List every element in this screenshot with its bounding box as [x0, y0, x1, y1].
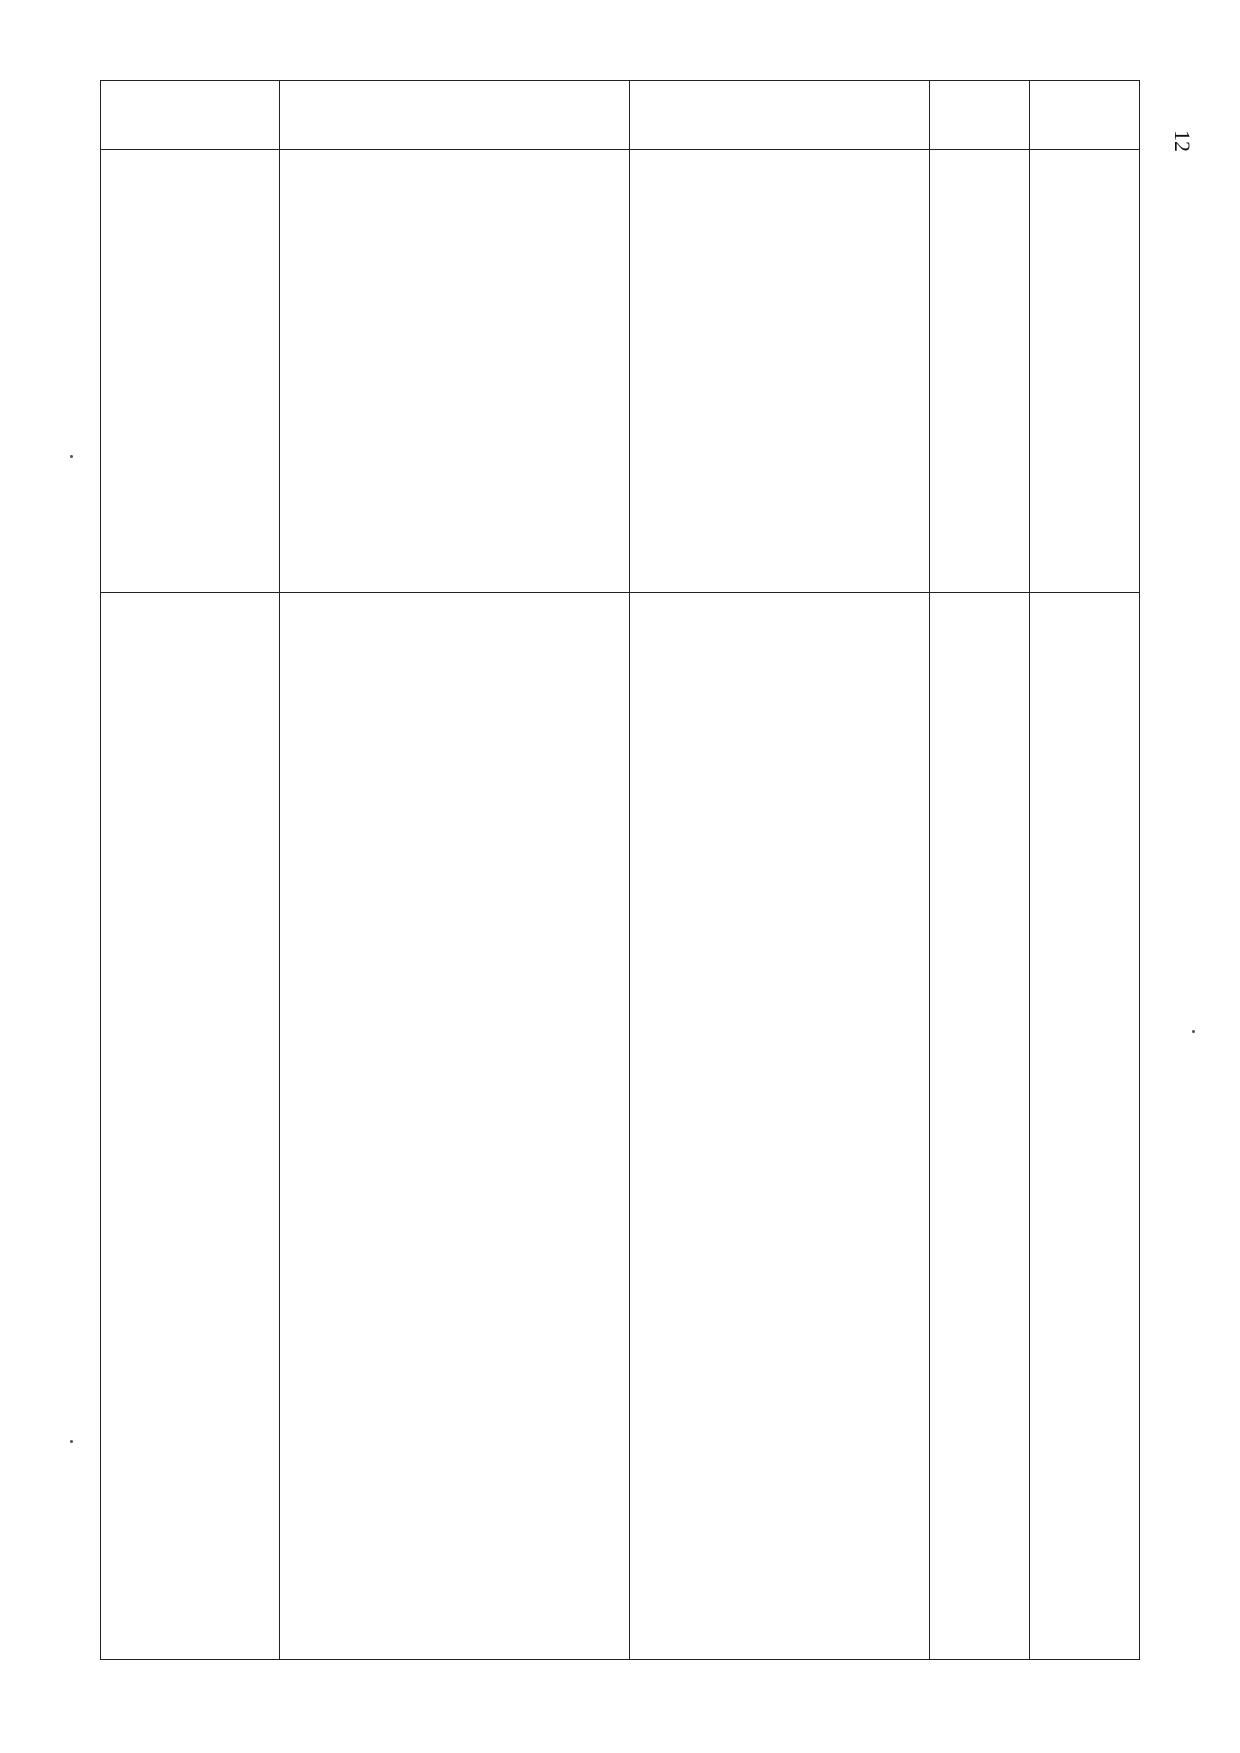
table-row — [1030, 81, 1140, 1660]
page-number: 12 — [1170, 130, 1195, 152]
row-number — [101, 81, 280, 150]
row-number — [1030, 81, 1140, 150]
task-cell — [280, 150, 630, 593]
scan-speck — [70, 455, 73, 458]
info-cell — [930, 593, 1030, 1660]
task-cell — [930, 150, 1030, 593]
work-table — [100, 80, 1140, 1660]
table-row — [280, 81, 630, 1660]
task-cell — [1030, 150, 1140, 593]
table-row — [101, 81, 280, 1660]
row-number — [630, 81, 930, 150]
info-cell — [280, 593, 630, 1660]
task-cell — [630, 150, 930, 593]
row-number — [280, 81, 630, 150]
row-number — [930, 81, 1030, 150]
table-row — [930, 81, 1030, 1660]
info-cell — [1030, 593, 1140, 1660]
scan-speck — [70, 1440, 73, 1443]
task-cell — [101, 150, 280, 593]
scan-speck — [1192, 1030, 1195, 1033]
info-cell — [101, 593, 280, 1660]
info-cell — [630, 593, 930, 1660]
rotated-table-container — [100, 80, 1140, 1660]
table-row — [630, 81, 930, 1660]
